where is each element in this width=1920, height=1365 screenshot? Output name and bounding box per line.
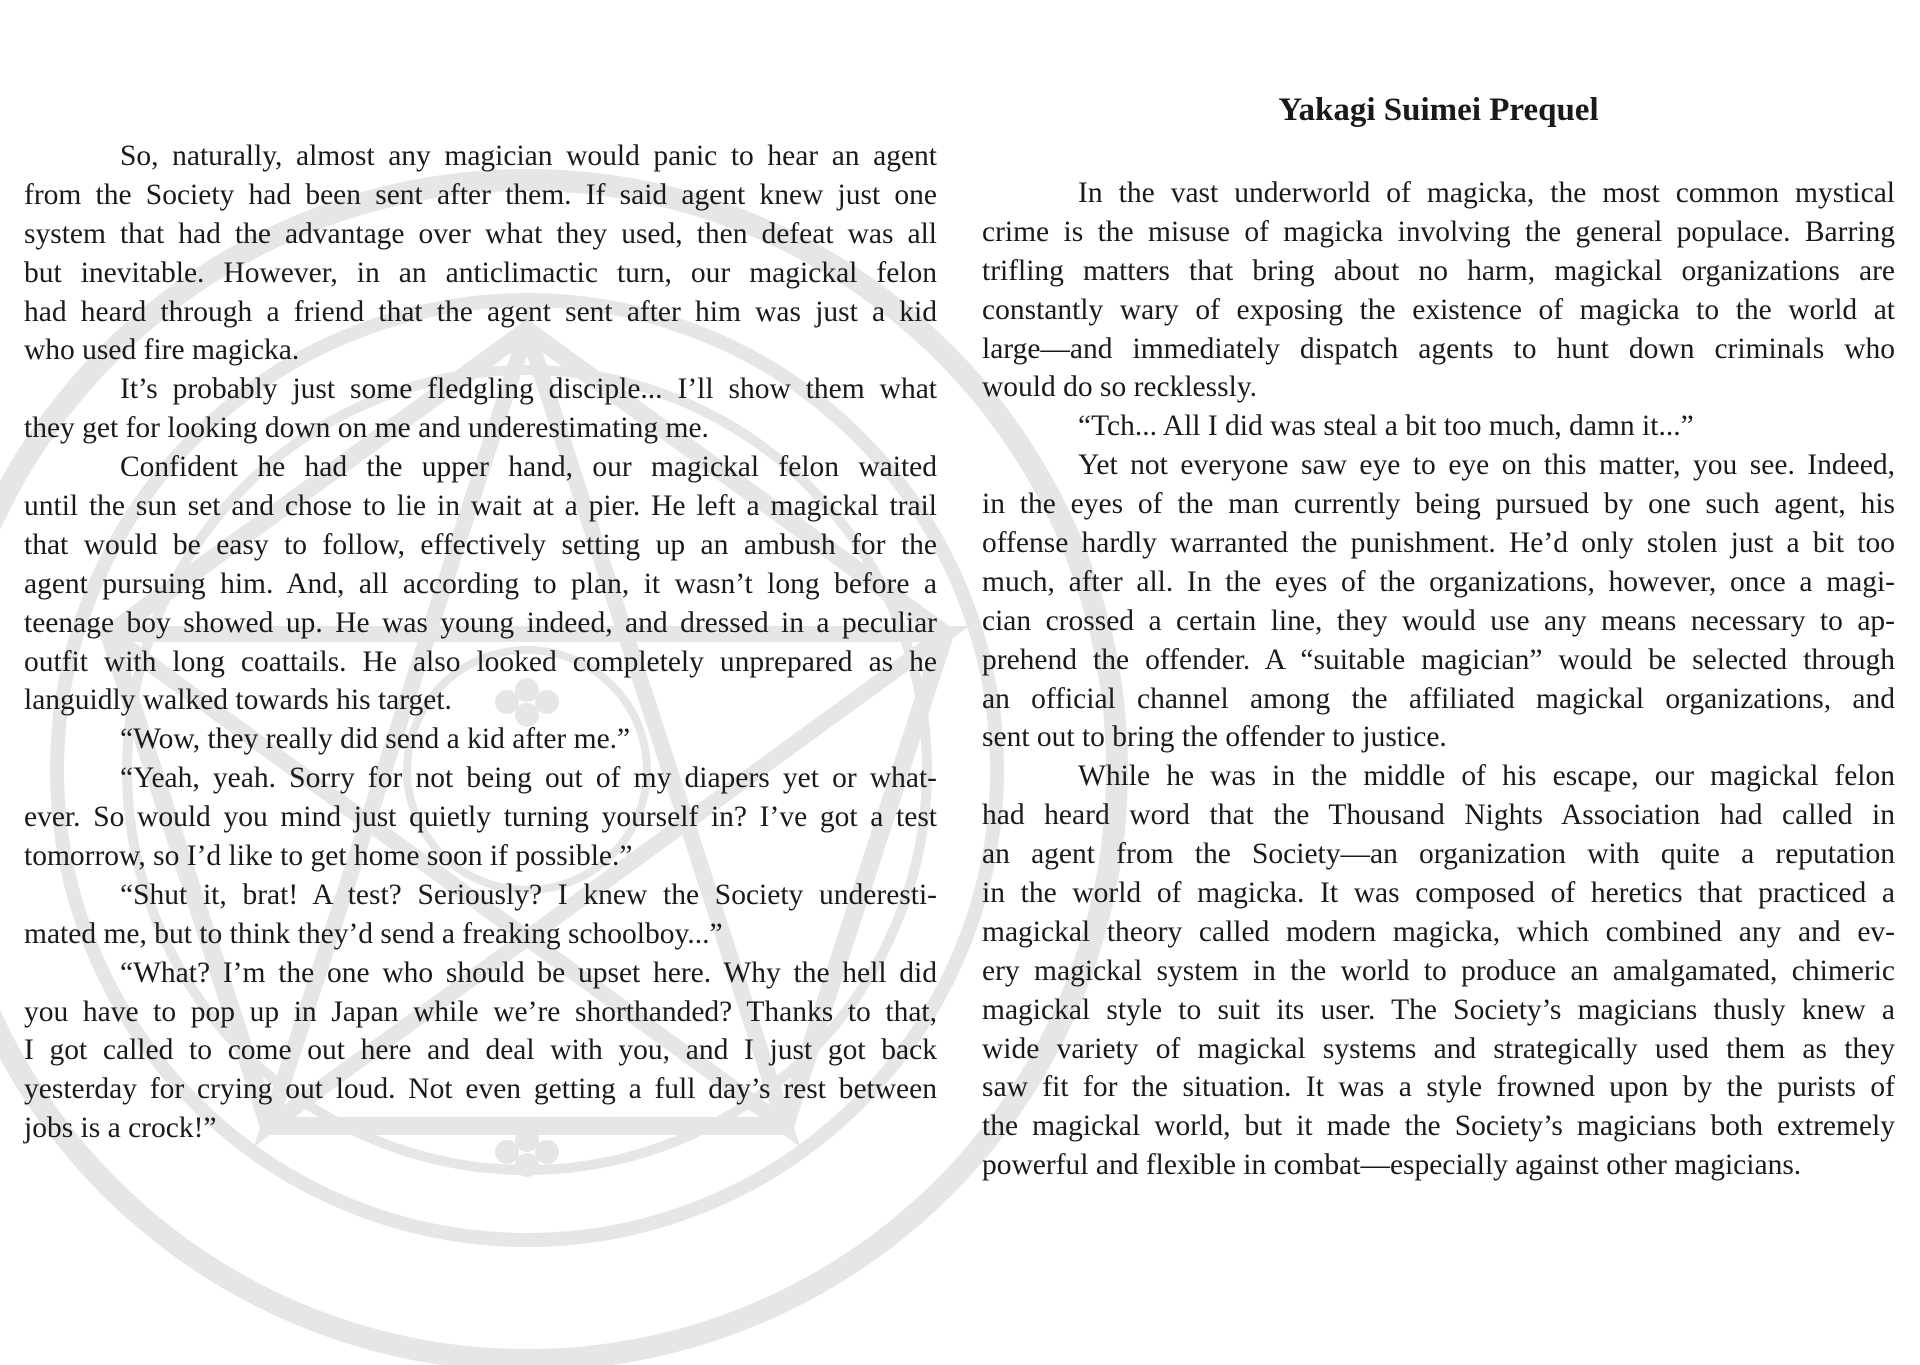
text-line: outfit with long coattails. He also looked completely unprepared as he	[24, 645, 937, 678]
text-line: So, naturally, almost any magician would panic to hear an agent	[120, 140, 937, 172]
text-line: offense hardly warranted the punishment. He’d only stolen just a bit too	[982, 527, 1895, 560]
text-line: I got called to come out here and deal with you, and I just got back	[24, 1034, 937, 1067]
paragraph	[24, 720, 937, 759]
paragraph	[24, 954, 937, 1148]
paragraph	[982, 174, 1895, 407]
text-line: Yet not everyone saw eye to eye on this matter, you see. Indeed,	[1078, 449, 1895, 482]
text-line: they get for looking down on me and underestimating me.	[24, 412, 709, 445]
text-line: that would be easy to follow, effectively setting up an ambush for the	[24, 528, 937, 561]
text-line: magickal theory called modern magicka, which combined any and ev-	[982, 915, 1895, 948]
text-line: in the eyes of the man currently being pursued by one such agent, his	[982, 488, 1895, 521]
text-line: It’s probably just some fledgling disciple... I’ll show them what	[120, 373, 937, 406]
text-line: would do so recklessly.	[982, 371, 1258, 404]
paragraph	[24, 759, 937, 876]
paragraph	[982, 757, 1895, 1185]
text-line: Confident he had the upper hand, our magickal felon waited	[120, 451, 937, 484]
page-title: Yakagi Suimei Prequel	[1278, 92, 1599, 128]
text-line: While he was in the middle of his escape, our magickal felon	[1078, 760, 1895, 793]
text-line: crime is the misuse of magicka involving the general populace. Barring	[982, 215, 1895, 248]
text-line: ery magickal system in the world to produce an amalgamated, chimeric	[982, 954, 1895, 987]
text-line: had heard through a friend that the agent sent after him was just a kid	[24, 295, 937, 328]
paragraph	[24, 448, 937, 720]
text-line: wide variety of magickal systems and strategically used them as they	[982, 1032, 1895, 1065]
text-line: cian crossed a certain line, they would use any means necessary to ap-	[982, 604, 1895, 637]
text-line: “Yeah, yeah. Sorry for not being out of my diapers yet or what-	[120, 762, 937, 795]
text-line: who used fire magicka.	[24, 334, 300, 367]
text-line: the magickal world, but it made the Society’s magicians both extremely	[982, 1110, 1895, 1143]
text-line: trifling matters that bring about no harm, magickal organizations are	[982, 254, 1895, 287]
text-line: you have to pop up in Japan while we’re shorthanded? Thanks to that,	[24, 995, 937, 1028]
text-line: “Tch... All I did was steal a bit too much, damn it...”	[1078, 410, 1694, 443]
paragraph	[24, 137, 937, 370]
text-line: tomorrow, so I’d like to get home soon if possible.”	[24, 840, 633, 873]
text-line: yesterday for crying out loud. Not even getting a full day’s rest between	[24, 1073, 937, 1106]
text-line: constantly wary of exposing the existence of magicka to the world at	[982, 293, 1895, 326]
text-line: prehend the offender. A “suitable magician” would be selected through	[982, 643, 1895, 676]
paragraph	[24, 876, 937, 954]
text-line: large—and immediately dispatch agents to hunt down criminals who	[982, 332, 1895, 365]
paragraph	[982, 407, 1895, 446]
text-line: magickal style to suit its user. The Society’s magicians thusly knew a	[982, 993, 1895, 1026]
text-line: teenage boy showed up. He was young indeed, and dressed in a peculiar	[24, 606, 937, 639]
left-page-text	[24, 137, 937, 1148]
paragraph	[24, 370, 937, 448]
text-line: much, after all. In the eyes of the organizations, however, once a magi-	[982, 565, 1895, 598]
text-line: in the world of magicka. It was composed of heretics that practiced a	[982, 877, 1895, 910]
text-line: powerful and flexible in combat—especially against other magicians.	[982, 1149, 1802, 1182]
text-line: languidly walked towards his target.	[24, 684, 452, 717]
paragraph	[982, 446, 1895, 757]
text-line: agent pursuing him. And, all according to plan, it wasn’t long before a	[24, 567, 937, 600]
text-line: but inevitable. However, in an anticlimactic turn, our magickal felon	[24, 256, 937, 289]
text-line: saw fit for the situation. It was a style frowned upon by the purists of	[982, 1071, 1895, 1104]
text-line: until the sun set and chose to lie in wait at a pier. He left a magickal trail	[24, 490, 937, 523]
text-line: jobs is a crock!”	[24, 1112, 217, 1145]
right-page-text	[982, 174, 1895, 1185]
text-line: “Wow, they really did send a kid after me.”	[120, 723, 631, 756]
text-line: an agent from the Society—an organization with quite a reputation	[982, 838, 1895, 871]
text-line: system that had the advantage over what they used, then defeat was all	[24, 217, 937, 250]
text-line: “What? I’m the one who should be upset here. Why the hell did	[120, 956, 937, 989]
text-line: mated me, but to think they’d send a freaking schoolboy...”	[24, 917, 723, 950]
text-line: ever. So would you mind just quietly turning yourself in? I’ve got a test	[24, 801, 937, 834]
text-line: In the vast underworld of magicka, the most common mystical	[1078, 177, 1895, 209]
text-line: had heard word that the Thousand Nights Association had called in	[982, 799, 1895, 832]
text-line: “Shut it, brat! A test? Seriously? I knew the Society underesti-	[120, 878, 937, 911]
text-line: sent out to bring the offender to justice.	[982, 721, 1447, 754]
text-line: from the Society had been sent after them. If said agent knew just one	[24, 178, 937, 211]
text-line: an official channel among the affiliated magickal organizations, and	[982, 682, 1895, 715]
